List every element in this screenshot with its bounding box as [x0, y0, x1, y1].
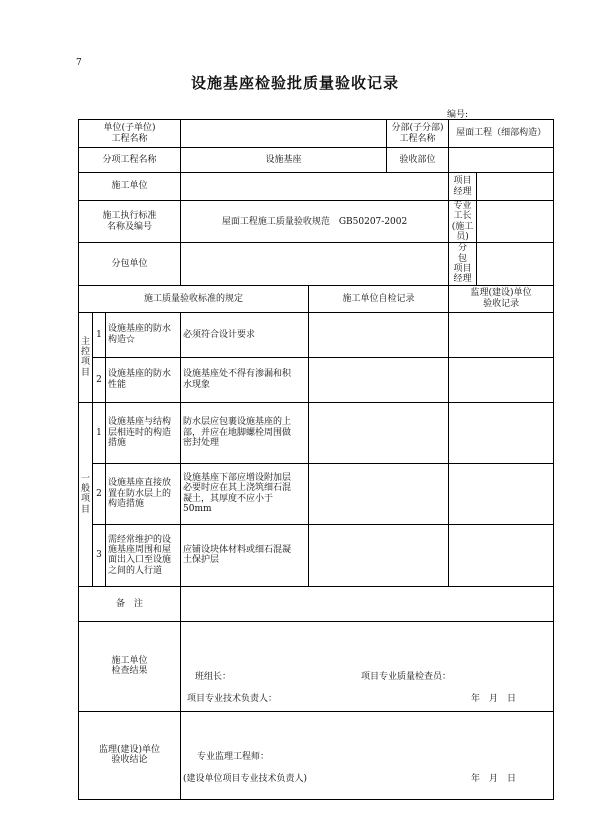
supervision-conclusion-row	[79, 711, 554, 799]
item-number: 2	[93, 463, 106, 524]
foreman-value[interactable]	[477, 201, 554, 243]
header-row-3	[79, 173, 554, 201]
sub-manager-value[interactable]	[477, 243, 554, 285]
tech-leader-label: 项目专业技术负责人：	[187, 693, 278, 704]
sub-project-label: 分部(子分部) 工程名称	[387, 120, 449, 148]
self-check-column-header: 施工单位自检记录	[309, 285, 449, 312]
general-item-row	[79, 463, 554, 524]
standard-value[interactable]: 屋面工程施工质量验收规范 GB50207-2002	[181, 201, 449, 243]
standard-label: 施工执行标准 名称及编号	[79, 201, 181, 243]
remarks-label: 备 注	[79, 586, 181, 621]
page-title: 设施基座检验批质量验收记录	[190, 74, 399, 92]
item-requirement: 设施基座下部应增设附加层 必要时应在其上浇筑细石混 凝土，其厚度不应小于 50mm	[181, 463, 309, 524]
general-item-row	[79, 524, 554, 586]
remarks-row	[79, 586, 554, 621]
project-manager-label: 项目经理	[449, 173, 477, 201]
item-name: 设施基座直接放 置在防水层上的 构造措施	[106, 463, 181, 524]
item-project-value[interactable]: 设施基座	[181, 148, 387, 173]
header-row-4	[79, 201, 554, 243]
item-requirement: 防水层应包裹设施基座的上 部，并应在地脚螺栓周围做 密封处理	[181, 402, 309, 463]
subcontractor-label: 分包单位	[79, 243, 181, 285]
team-leader-label: 班组长：	[195, 671, 232, 682]
supervision-cell[interactable]	[449, 402, 554, 463]
self-check-cell[interactable]	[309, 402, 449, 463]
supervision-cell[interactable]	[449, 524, 554, 586]
construction-check-label: 施工单位 检查结果	[79, 621, 181, 711]
owner-tech-leader-label: (建设单位项目专业技术负责人)	[183, 773, 308, 784]
item-number: 3	[93, 524, 106, 586]
acceptance-part-value[interactable]	[449, 148, 554, 173]
item-name: 需经常维护的设 施基座周围和屋 面出入口至设施 之间的人行道	[106, 524, 181, 586]
unit-project-value[interactable]	[181, 120, 387, 148]
column-header-row	[79, 285, 554, 312]
spec-column-header: 施工质量验收标准的规定	[79, 285, 309, 312]
supervision-cell[interactable]	[449, 312, 554, 357]
item-project-label: 分项工程名称	[79, 148, 181, 173]
supervision-cell[interactable]	[449, 357, 554, 402]
code-label: 编号:	[447, 110, 469, 120]
main-item-row	[79, 312, 554, 357]
supervision-engineer-label: 专业监理工程师：	[197, 751, 270, 762]
sub-manager-label: 分 包 项目经理	[449, 243, 477, 285]
corner-mark: 7	[76, 58, 82, 68]
general-item-row	[79, 402, 554, 463]
main-item-row	[79, 357, 554, 402]
acceptance-form-table	[78, 119, 554, 800]
item-number: 1	[93, 312, 106, 357]
header-row-5	[79, 243, 554, 285]
self-check-cell[interactable]	[309, 463, 449, 524]
header-row-2	[79, 148, 554, 173]
remarks-value[interactable]	[181, 586, 554, 621]
item-requirement: 应铺设块体材料或细石混凝 土保护层	[181, 524, 309, 586]
main-items-group-label: 主 控 项 目	[79, 312, 93, 402]
item-name: 设施基座的防水 性能	[106, 357, 181, 402]
construction-date: 年 月 日	[471, 693, 517, 704]
item-number: 1	[93, 402, 106, 463]
supervision-cell[interactable]	[449, 463, 554, 524]
sub-project-value[interactable]: 屋面工程（细部构造）	[449, 120, 554, 148]
construction-unit-label: 施工单位	[79, 173, 181, 201]
construction-unit-value[interactable]	[181, 173, 449, 201]
item-requirement: 设施基座处不得有渗漏和积 水现象	[181, 357, 309, 402]
self-check-cell[interactable]	[309, 524, 449, 586]
project-manager-value[interactable]	[477, 173, 554, 201]
foreman-label: 专业工长 (施工员)	[449, 201, 477, 243]
item-number: 2	[93, 357, 106, 402]
supervision-conclusion-label: 监理(建设)单位 验收结论	[79, 711, 181, 799]
header-row-1	[79, 120, 554, 148]
unit-project-label: 单位(子单位) 工程名称	[79, 120, 181, 148]
supervision-column-header: 监理(建设)单位 验收记录	[449, 285, 554, 312]
self-check-cell[interactable]	[309, 312, 449, 357]
self-check-cell[interactable]	[309, 357, 449, 402]
subcontractor-value[interactable]	[181, 243, 449, 285]
supervision-conclusion-area[interactable]	[181, 711, 554, 799]
item-requirement: 必须符合设计要求	[181, 312, 309, 357]
construction-check-row	[79, 621, 554, 711]
construction-check-area[interactable]	[181, 621, 554, 711]
quality-inspector-label: 项目专业质量检查员：	[361, 671, 452, 682]
supervision-date: 年 月 日	[471, 773, 517, 784]
item-name: 设施基座与结构 层相连时的构造 措施	[106, 402, 181, 463]
item-name: 设施基座的防水 构造☆	[106, 312, 181, 357]
general-items-group-label: 一 般 项 目	[79, 402, 93, 586]
acceptance-part-label: 验收部位	[387, 148, 449, 173]
